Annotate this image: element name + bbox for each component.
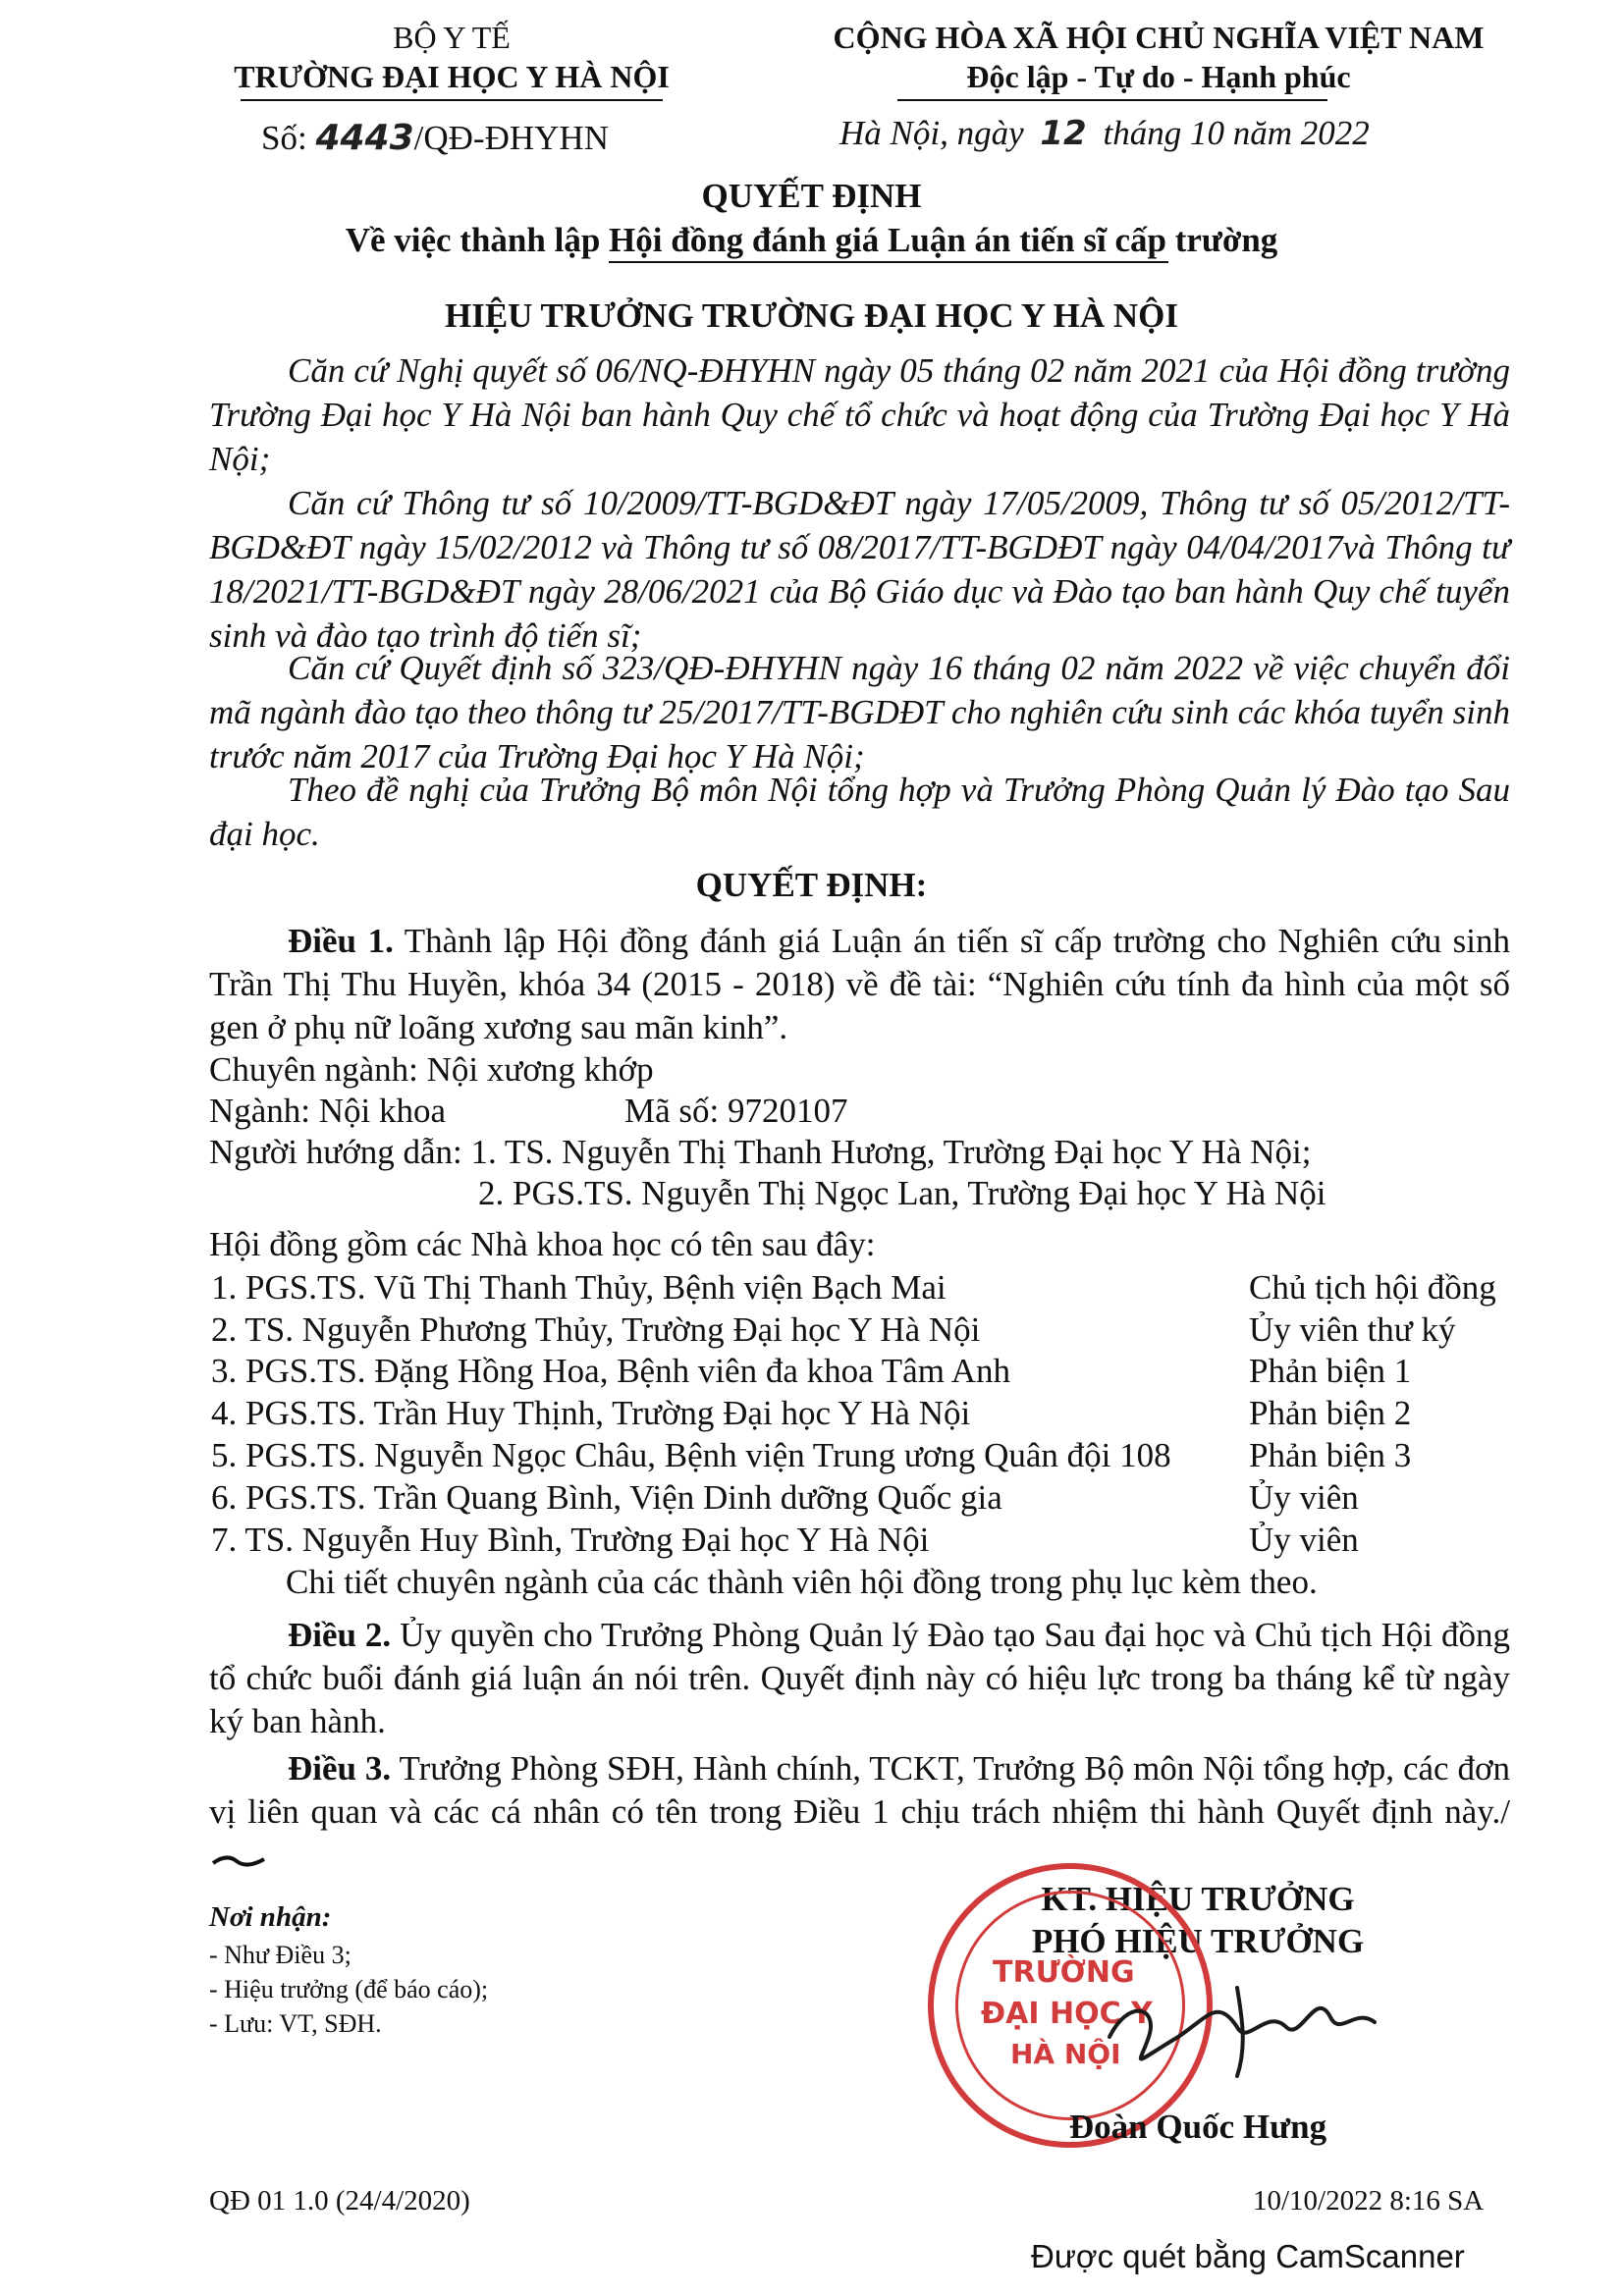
- signer-name: Đoàn Quốc Hưng: [1068, 2108, 1327, 2146]
- recipient-1: - Như Điều 3;: [209, 1941, 352, 1969]
- article-3-text: Trưởng Phòng SĐH, Hành chính, TCKT, Trưởng Bộ môn Nội tổng hợp, các đơn vị liên quan và các cá nhân có tên trong Điều 1 chịu trách nhiệm thi hành Quyết định này./: [209, 1749, 1510, 1831]
- member-4-role: Phản biện 2: [1249, 1394, 1412, 1432]
- member-2: 2. TS. Nguyễn Phương Thủy, Trường Đại học Y Hà Nội: [211, 1310, 981, 1349]
- article-1: [209, 920, 1510, 1049]
- preamble-4: Theo đề nghị của Trưởng Bộ môn Nội tổng hợp và Trưởng Phòng Quản lý Đào tạo Sau đại học.: [209, 771, 1510, 853]
- issuing-authority: HIỆU TRƯỞNG TRƯỜNG ĐẠI HỌC Y HÀ NỘI: [444, 296, 1179, 335]
- member-5-role: Phản biện 3: [1249, 1436, 1412, 1474]
- member-1: 1. PGS.TS. Vũ Thị Thanh Thủy, Bệnh viện Bạch Mai: [211, 1268, 947, 1307]
- date-suffix: tháng 10 năm 2022: [1094, 114, 1370, 152]
- member-2-role: Ủy viên thư ký: [1249, 1310, 1456, 1349]
- field: Ngành: Nội khoa: [209, 1092, 447, 1130]
- article-1-text: Thành lập Hội đồng đánh giá Luận án tiến sĩ cấp trường cho Nghiên cứu sinh Trần Thị Thu Huyền, khóa 34 (2015 - 2018) về đề tài: “Nghiên cứu tính đa hình của một số gen ở phụ nữ loãng xương sau mãn kinh”.: [209, 922, 1510, 1046]
- document-title: QUYẾT ĐỊNH: [701, 177, 922, 215]
- national-motto: Độc lập - Tự do - Hạnh phúc: [966, 59, 1351, 94]
- advisor-1: Người hướng dẫn: 1. TS. Nguyễn Thị Thanh Hương, Trường Đại học Y Hà Nội;: [209, 1133, 1312, 1171]
- form-code: QĐ 01 1.0 (24/4/2020): [209, 2185, 470, 2216]
- decision-heading: QUYẾT ĐỊNH:: [695, 866, 928, 904]
- recipient-3: - Lưu: VT, SĐH.: [209, 2009, 382, 2038]
- article-2: [209, 1614, 1510, 1743]
- member-3-role: Phản biện 1: [1249, 1352, 1412, 1390]
- subject-underline: [609, 261, 1168, 263]
- date-prefix: Hà Nội, ngày: [839, 114, 1033, 152]
- country-name: CỘNG HÒA XÃ HỘI CHỦ NGHĨA VIỆT NAM: [833, 20, 1485, 55]
- preamble-2: Căn cứ Thông tư số 10/2009/TT-BGD&ĐT ngày 17/05/2009, Thông tư số 05/2012/TT-BGD&ĐT ngày 15/02/2012 và Thông tư số 08/2017/TT-BGDĐT ngày 04/04/2017và Thông tư 18/2021/TT-BGD&ĐT ngày 28/06/2021 của Bộ Giáo dục và Đào tạo ban hành Quy chế tuyển sinh và đào tạo trình độ tiến sĩ;: [209, 484, 1510, 655]
- member-7: 7. TS. Nguyễn Huy Bình, Trường Đại học Y Hà Nội: [211, 1521, 930, 1559]
- motto-underline: [897, 99, 1327, 101]
- document-subject: Về việc thành lập Hội đồng đánh giá Luận án tiến sĩ cấp trường: [345, 221, 1278, 259]
- article-3-label: Điều 3.: [288, 1749, 392, 1788]
- member-6-role: Ủy viên: [1249, 1478, 1359, 1517]
- member-1-role: Chủ tịch hội đồng: [1249, 1268, 1496, 1307]
- number-suffix: /QĐ-ĐHYHN: [413, 119, 609, 157]
- preamble-1: Căn cứ Nghị quyết số 06/NQ-ĐHYHN ngày 05 tháng 02 năm 2021 của Hội đồng trường Trường Đại học Y Hà Nội ban hành Quy chế tổ chức và hoạt động của Trường Đại học Y Hà Nội;: [209, 351, 1510, 478]
- stamp-line-1: TRƯỜNG: [993, 1955, 1135, 1990]
- preamble-3: Căn cứ Quyết định số 323/QĐ-ĐHYHN ngày 16 tháng 02 năm 2022 về việc chuyển đổi mã ngành đào tạo theo thông tư 25/2017/TT-BGDĐT cho nghiên cứu sinh các khóa tuyển sinh trước năm 2017 của Trường Đại học Y Hà Nội;: [209, 649, 1510, 775]
- ministry-name: BỘ Y TẾ: [393, 20, 511, 55]
- recipient-2: - Hiệu trưởng (để báo cáo);: [209, 1975, 489, 2003]
- stamp-line-3: HÀ NỘI: [1010, 2038, 1121, 2070]
- issue-date: [839, 114, 1370, 153]
- member-4: 4. PGS.TS. Trần Huy Thịnh, Trường Đại học Y Hà Nội: [211, 1394, 971, 1432]
- handwritten-signature: [1090, 1968, 1384, 2086]
- advisor-2: 2. PGS.TS. Nguyễn Thị Ngọc Lan, Trường Đại học Y Hà Nội: [478, 1174, 1326, 1212]
- university-underline: [241, 99, 663, 101]
- number-prefix: Số:: [261, 119, 316, 157]
- scan-timestamp: 10/10/2022 8:16 SA: [1253, 2185, 1485, 2216]
- university-name: TRƯỜNG ĐẠI HỌC Y HÀ NỘI: [234, 59, 670, 94]
- specialty: Chuyên ngành: Nội xương khớp: [209, 1050, 654, 1089]
- member-6: 6. PGS.TS. Trần Quang Bình, Viện Dinh dưỡng Quốc gia: [211, 1478, 1002, 1517]
- initial-flourish-icon: [209, 1847, 268, 1869]
- article-2-label: Điều 2.: [288, 1616, 392, 1654]
- camscanner-watermark: Được quét bằng CamScanner: [1031, 2238, 1465, 2274]
- recipients-heading: Nơi nhận:: [209, 1901, 332, 1933]
- document-number: [261, 118, 609, 158]
- member-7-role: Ủy viên: [1249, 1521, 1359, 1559]
- member-3: 3. PGS.TS. Đặng Hồng Hoa, Bệnh viên đa khoa Tâm Anh: [211, 1352, 1011, 1390]
- appendix-note: Chi tiết chuyên ngành của các thành viên hội đồng trong phụ lục kèm theo.: [286, 1563, 1318, 1601]
- stamp-line-2: ĐẠI HỌC Y: [981, 1997, 1153, 2031]
- article-2-text: Ủy quyền cho Trưởng Phòng Quản lý Đào tạo Sau đại học và Chủ tịch Hội đồng tổ chức buổi đánh giá luận án nói trên. Quyết định này có hiệu lực trong ba tháng kể từ ngày ký ban hành.: [209, 1616, 1510, 1740]
- member-5: 5. PGS.TS. Nguyễn Ngọc Châu, Bệnh viện Trung ương Quân đội 108: [211, 1436, 1171, 1474]
- signature-title-2: PHÓ HIỆU TRƯỞNG: [1031, 1922, 1365, 1960]
- number-handwritten: 4443: [315, 118, 414, 158]
- signature-title-1: KT. HIỆU TRƯỞNG: [1041, 1880, 1355, 1918]
- date-day-handwritten: 12: [1040, 114, 1087, 153]
- article-1-label: Điều 1.: [288, 922, 394, 960]
- article-3: [209, 1747, 1510, 1877]
- field-code: Mã số: 9720107: [624, 1092, 848, 1130]
- council-intro: Hội đồng gồm các Nhà khoa học có tên sau đây:: [209, 1225, 876, 1263]
